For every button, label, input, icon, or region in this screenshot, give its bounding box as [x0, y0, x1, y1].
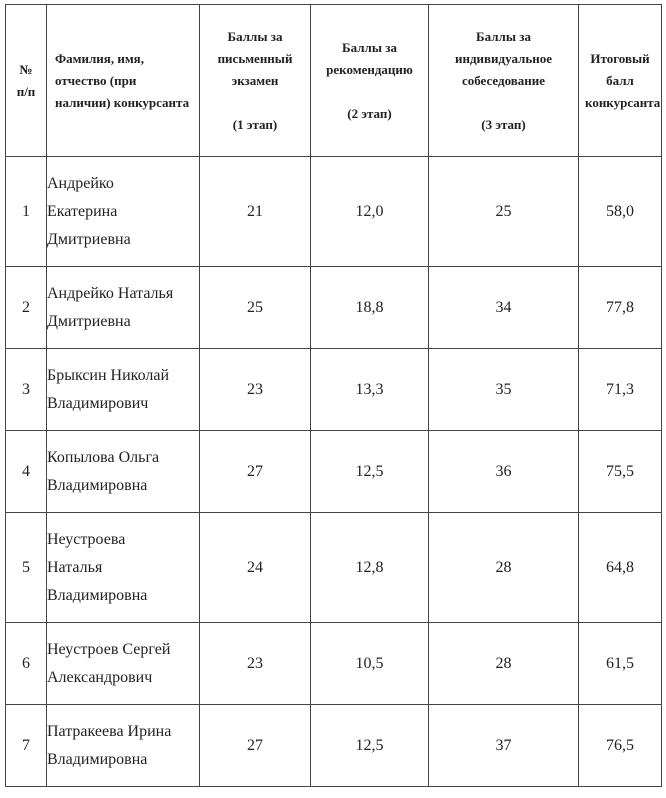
total-score: 61,5 — [579, 623, 662, 705]
header-number-line: п/п — [16, 83, 36, 99]
contestant-name — [47, 267, 200, 349]
name-line: Брыксин Николай — [47, 366, 170, 384]
header-interview — [429, 5, 579, 157]
contestant-name — [47, 705, 200, 787]
total-score: 76,5 — [579, 705, 662, 787]
interview-score: 37 — [429, 705, 579, 787]
table-row — [6, 513, 662, 623]
table-row — [6, 267, 662, 349]
interview-score: 28 — [429, 623, 579, 705]
exam-score: 23 — [200, 349, 311, 431]
recommendation-score: 12,5 — [311, 705, 429, 787]
header-name-line: Фамилия, имя, — [55, 50, 144, 66]
exam-score: 27 — [200, 431, 311, 513]
recommendation-score: 18,8 — [311, 267, 429, 349]
header-total — [579, 5, 662, 157]
interview-score: 25 — [429, 157, 579, 267]
results-table — [5, 4, 662, 787]
header-number — [6, 5, 47, 157]
table-row — [6, 349, 662, 431]
name-line: Патракеева Ирина — [47, 722, 172, 740]
header-row — [6, 5, 662, 157]
total-score: 71,3 — [579, 349, 662, 431]
recommendation-score: 12,5 — [311, 431, 429, 513]
exam-score: 24 — [200, 513, 311, 623]
name-line: Дмитриевна — [47, 312, 131, 330]
interview-score: 35 — [429, 349, 579, 431]
total-score: 77,8 — [579, 267, 662, 349]
row-number: 3 — [6, 349, 47, 431]
header-interview-stage: (3 этап) — [481, 116, 526, 132]
name-line: Владимировна — [47, 586, 148, 604]
header-recommendation — [311, 5, 429, 157]
contestant-name — [47, 431, 200, 513]
exam-score: 21 — [200, 157, 311, 267]
row-number: 2 — [6, 267, 47, 349]
header-spacer — [435, 92, 572, 114]
recommendation-score: 10,5 — [311, 623, 429, 705]
exam-score: 25 — [200, 267, 311, 349]
header-recommendation-line: Баллы за — [342, 39, 397, 55]
exam-score: 27 — [200, 705, 311, 787]
name-line: Неустроева — [47, 530, 126, 548]
row-number: 4 — [6, 431, 47, 513]
header-interview-line: Баллы за — [476, 28, 531, 44]
contestant-name — [47, 623, 200, 705]
name-line: Дмитриевна — [47, 230, 131, 248]
name-line: Андрейко Наталья — [47, 284, 174, 302]
total-score: 64,8 — [579, 513, 662, 623]
header-spacer — [206, 92, 304, 114]
header-exam-line: письменный — [217, 50, 293, 66]
table-row — [6, 623, 662, 705]
interview-score: 28 — [429, 513, 579, 623]
header-interview-line: собеседование — [461, 72, 546, 88]
exam-score: 23 — [200, 623, 311, 705]
header-name — [47, 5, 200, 157]
header-recommendation-stage: (2 этап) — [347, 105, 392, 121]
recommendation-score: 12,0 — [311, 157, 429, 267]
header-name-line: наличии) конкурсанта — [55, 94, 190, 110]
header-name-line: отчество (при — [55, 72, 137, 88]
total-score: 75,5 — [579, 431, 662, 513]
header-interview-line: индивидуальное — [454, 50, 552, 66]
table-row — [6, 705, 662, 787]
contestant-name — [47, 513, 200, 623]
header-total-line: Итоговый балл — [590, 50, 650, 88]
name-line: Копылова Ольга — [47, 448, 160, 466]
recommendation-score: 13,3 — [311, 349, 429, 431]
total-score: 58,0 — [579, 157, 662, 267]
interview-score: 34 — [429, 267, 579, 349]
contestant-name — [47, 157, 200, 267]
header-number-line: № — [19, 61, 33, 77]
header-exam-line: экзамен — [231, 72, 279, 88]
header-recommendation-line: рекомендацию — [326, 61, 413, 77]
row-number: 5 — [6, 513, 47, 623]
table-row — [6, 157, 662, 267]
name-line: Александрович — [47, 668, 153, 686]
header-exam-stage: (1 этап) — [232, 116, 278, 132]
row-number: 7 — [6, 705, 47, 787]
recommendation-score: 12,8 — [311, 513, 429, 623]
name-line: Владимирович — [47, 394, 149, 412]
row-number: 6 — [6, 623, 47, 705]
name-line: Владимировна — [47, 476, 148, 494]
header-total-line: конкурсанта — [585, 94, 661, 110]
table-row — [6, 431, 662, 513]
name-line: Андрейко — [47, 174, 114, 192]
name-line: Владимировна — [47, 750, 148, 768]
header-exam-line: Баллы за — [227, 28, 283, 44]
name-line: Неустроев Сергей — [47, 640, 171, 658]
contestant-name — [47, 349, 200, 431]
header-spacer — [317, 81, 422, 103]
row-number: 1 — [6, 157, 47, 267]
name-line: Наталья — [47, 558, 103, 576]
name-line: Екатерина — [47, 202, 118, 220]
header-exam — [200, 5, 311, 157]
interview-score: 36 — [429, 431, 579, 513]
